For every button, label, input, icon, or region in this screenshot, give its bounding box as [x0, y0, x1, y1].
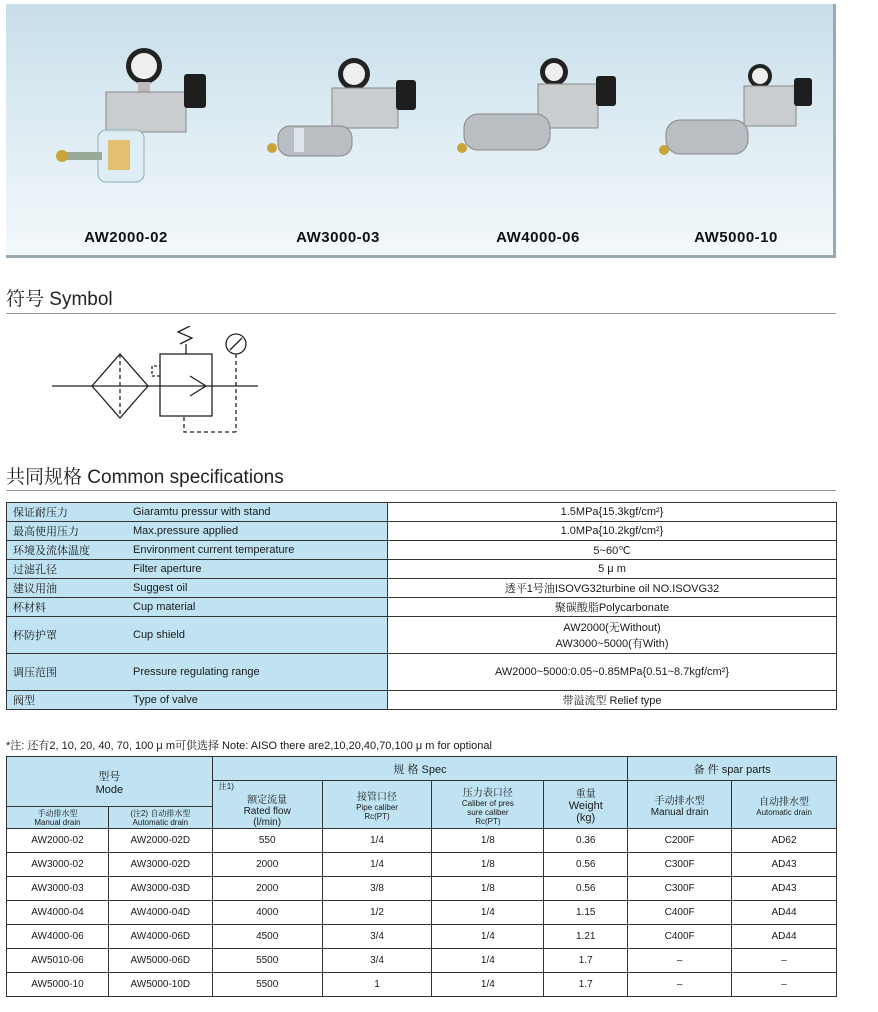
table-cell: AW2000-02 [7, 829, 109, 853]
spec-en: Environment current temperature [127, 541, 388, 560]
filter-regulator-image [636, 44, 836, 184]
common-spec-title: 共同规格 Common specifications [6, 467, 284, 488]
table-cell: C200F [628, 829, 732, 853]
table-cell: 0.36 [544, 829, 628, 853]
product-banner [6, 4, 836, 258]
product-aw4000 [438, 4, 638, 258]
table-cell: AW5000-10D [108, 973, 212, 997]
spec-cn: 环境及流体温度 [7, 541, 128, 560]
table-cell: 550 [212, 829, 322, 853]
pipe-header-unit: Rc(PT) [364, 812, 390, 821]
table-cell: 1/4 [432, 925, 544, 949]
manual-drain-cn: 手动排水型 [37, 808, 78, 818]
filter-regulator-image [438, 44, 638, 184]
spec-cn: 杯防护罩 [7, 617, 128, 654]
mode-header [7, 757, 213, 807]
table-cell: 2000 [212, 877, 322, 901]
spec-cn: 杯材料 [7, 598, 128, 617]
spare-parts-header: 备 件 spar parts [628, 757, 837, 781]
table-cell: 5500 [212, 973, 322, 997]
table-cell: C400F [628, 925, 732, 949]
table-row [7, 949, 837, 973]
table-cell: AW3000-02 [7, 853, 109, 877]
table-cell: 1.7 [544, 973, 628, 997]
spare-auto-header [732, 781, 837, 829]
table-row [7, 901, 837, 925]
product-aw3000 [238, 4, 438, 258]
table-cell: AD43 [732, 877, 837, 901]
pipe-header-cn: 接管口径 [357, 792, 398, 803]
table-cell: – [628, 949, 732, 973]
gauge-header-unit: Rc(PT) [475, 816, 501, 826]
filter-regulator-image [238, 44, 438, 184]
pipe-header [322, 781, 432, 829]
gauge-header-en: Caliber of pres [461, 798, 514, 808]
table-row [7, 503, 837, 522]
spare-manual-header [628, 781, 732, 829]
table-cell: 3/4 [322, 949, 432, 973]
spec-en: Giaramtu pressur with stand [127, 503, 388, 522]
table-row [7, 579, 837, 598]
spec-value [388, 617, 837, 654]
table-cell: 1/4 [432, 901, 544, 925]
manual-drain-en: Manual drain [34, 817, 81, 827]
footnote: *注: 还有2, 10, 20, 40, 70, 100 μ m可供选择 Note: AISO there are2,10,20,40,70,100 μ m for optional [6, 740, 492, 752]
spare-manual-en: Manual drain [650, 806, 709, 818]
product-aw5000 [636, 4, 836, 258]
spec-cn: 阀型 [7, 691, 128, 710]
table-cell: 1/4 [432, 949, 544, 973]
spec-cn: 过滤孔径 [7, 560, 128, 579]
auto-drain-label: 自动排水型 [150, 808, 191, 818]
table-cell: AD44 [732, 901, 837, 925]
table-row [7, 541, 837, 560]
table-cell: AW2000-02D [108, 829, 212, 853]
pipe-header-en: Pipe caliber [356, 803, 398, 812]
spec-cn: 调压范围 [7, 654, 128, 691]
table-row [7, 877, 837, 901]
spec-value: 5 μ m [388, 560, 837, 579]
table-row [7, 522, 837, 541]
spec-cn: 建议用油 [7, 579, 128, 598]
weight-header [544, 781, 628, 829]
spec-en: Pressure regulating range [127, 654, 388, 691]
weight-header-cn: 重量 [575, 789, 596, 800]
product-name: AW2000-02 [84, 229, 168, 246]
weight-header-en: Weight [568, 800, 603, 812]
table-cell: 2000 [212, 853, 322, 877]
symbol-title: 符号 Symbol [6, 289, 113, 310]
table-cell: 1/8 [432, 829, 544, 853]
auto-drain-en: Automatic drain [132, 817, 189, 827]
table-cell: 0.56 [544, 877, 628, 901]
table-cell: AD62 [732, 829, 837, 853]
table-cell: – [628, 973, 732, 997]
table-cell: AW3000-03D [108, 877, 212, 901]
auto-drain-cn [109, 809, 212, 818]
table-cell: – [732, 949, 837, 973]
filter-regulator-image [26, 44, 226, 184]
table-cell: AW5010-06 [7, 949, 109, 973]
auto-drain-note: (注2) [130, 808, 149, 818]
table-cell: 3/8 [322, 877, 432, 901]
spec-value: 透平1号油ISOVG32turbine oil NO.ISOVG32 [388, 579, 837, 598]
spec-en: Type of valve [127, 691, 388, 710]
table-cell: 1/4 [322, 829, 432, 853]
product-name: AW5000-10 [694, 229, 778, 246]
table-row [7, 560, 837, 579]
table-row [7, 853, 837, 877]
auto-drain-header [108, 807, 212, 829]
table-cell: 1.21 [544, 925, 628, 949]
spare-auto-cn: 自动排水型 [759, 796, 810, 808]
table-cell: AW4000-06D [108, 925, 212, 949]
product-name: AW4000-06 [496, 229, 580, 246]
spec-value-line: AW2000(无Without) [563, 622, 661, 634]
table-cell: 1.7 [544, 949, 628, 973]
table-cell: AW3000-02D [108, 853, 212, 877]
table-cell: AW4000-06 [7, 925, 109, 949]
table-cell: 1/2 [322, 901, 432, 925]
spec-value: 聚碳酸脂Polycarbonate [388, 598, 837, 617]
table-cell: C300F [628, 877, 732, 901]
spare-manual-cn: 手动排水型 [654, 795, 705, 807]
spare-auto-en: Automatic drain [756, 807, 812, 817]
table-cell: – [732, 973, 837, 997]
table-cell: 1.15 [544, 901, 628, 925]
mode-header-cn: 型号 [98, 770, 121, 783]
spec-en: Cup shield [127, 617, 388, 654]
spec-cn: 保证耐压力 [7, 503, 128, 522]
table-cell: AW4000-04 [7, 901, 109, 925]
table-row [7, 973, 837, 997]
divider [6, 313, 836, 314]
table-cell: 1 [322, 973, 432, 997]
flow-note: 注1) [218, 781, 234, 791]
mode-header-en: Mode [95, 783, 124, 796]
spec-header: 规 格 Spec [212, 757, 627, 781]
weight-header-unit: (kg) [576, 812, 596, 824]
table-cell: AW4000-04D [108, 901, 212, 925]
product-name: AW3000-03 [296, 229, 380, 246]
table-cell: 4500 [212, 925, 322, 949]
spec-cn: 最高使用压力 [7, 522, 128, 541]
table-cell: AW5000-10 [7, 973, 109, 997]
table-row [7, 925, 837, 949]
table-row [7, 617, 837, 654]
table-cell: 1/4 [322, 853, 432, 877]
spec-en: Filter aperture [127, 560, 388, 579]
spec-en: Suggest oil [127, 579, 388, 598]
table-cell: 4000 [212, 901, 322, 925]
spec-value: 1.5MPa{15.3kgf/cm²} [388, 503, 837, 522]
flow-header [212, 781, 322, 829]
table-cell: 1/8 [432, 853, 544, 877]
flow-header-en: Rated flow [243, 805, 291, 817]
table-cell: C300F [628, 853, 732, 877]
gauge-header-cn: 压力表口径 [462, 787, 513, 799]
spec-value: 1.0MPa{10.2kgf/cm²} [388, 522, 837, 541]
flow-header-cn: 额定流量 [247, 794, 288, 806]
table-row [7, 691, 837, 710]
table-cell: 0.56 [544, 853, 628, 877]
pneumatic-symbol-diagram [40, 326, 280, 440]
product-aw2000 [26, 4, 226, 258]
spec-value: AW2000~5000:0.05~0.85MPa{0.51~8.7kgf/cm²} [388, 654, 837, 691]
gauge-header [432, 781, 544, 829]
table-cell: C400F [628, 901, 732, 925]
table-row [7, 598, 837, 617]
table-row [7, 829, 837, 853]
spec-en: Cup material [127, 598, 388, 617]
table-cell: AD43 [732, 853, 837, 877]
spec-value: 5~60℃ [388, 541, 837, 560]
divider [6, 490, 836, 491]
spec-value: 带溢流型 Relief type [388, 691, 837, 710]
model-spec-table [6, 756, 837, 997]
table-cell: AW3000-03 [7, 877, 109, 901]
common-spec-table [6, 502, 837, 710]
table-cell: AD44 [732, 925, 837, 949]
spec-value-line: AW3000~5000(有With) [555, 638, 669, 650]
table-cell: AW5000-06D [108, 949, 212, 973]
spec-en: Max.pressure applied [127, 522, 388, 541]
table-cell: 3/4 [322, 925, 432, 949]
gauge-header-en: sure caliber [467, 807, 509, 817]
table-cell: 5500 [212, 949, 322, 973]
flow-header-unit: (l/min) [253, 816, 282, 828]
table-cell: 1/4 [432, 973, 544, 997]
table-row [7, 654, 837, 691]
manual-drain-header [7, 807, 109, 829]
table-cell: 1/8 [432, 877, 544, 901]
